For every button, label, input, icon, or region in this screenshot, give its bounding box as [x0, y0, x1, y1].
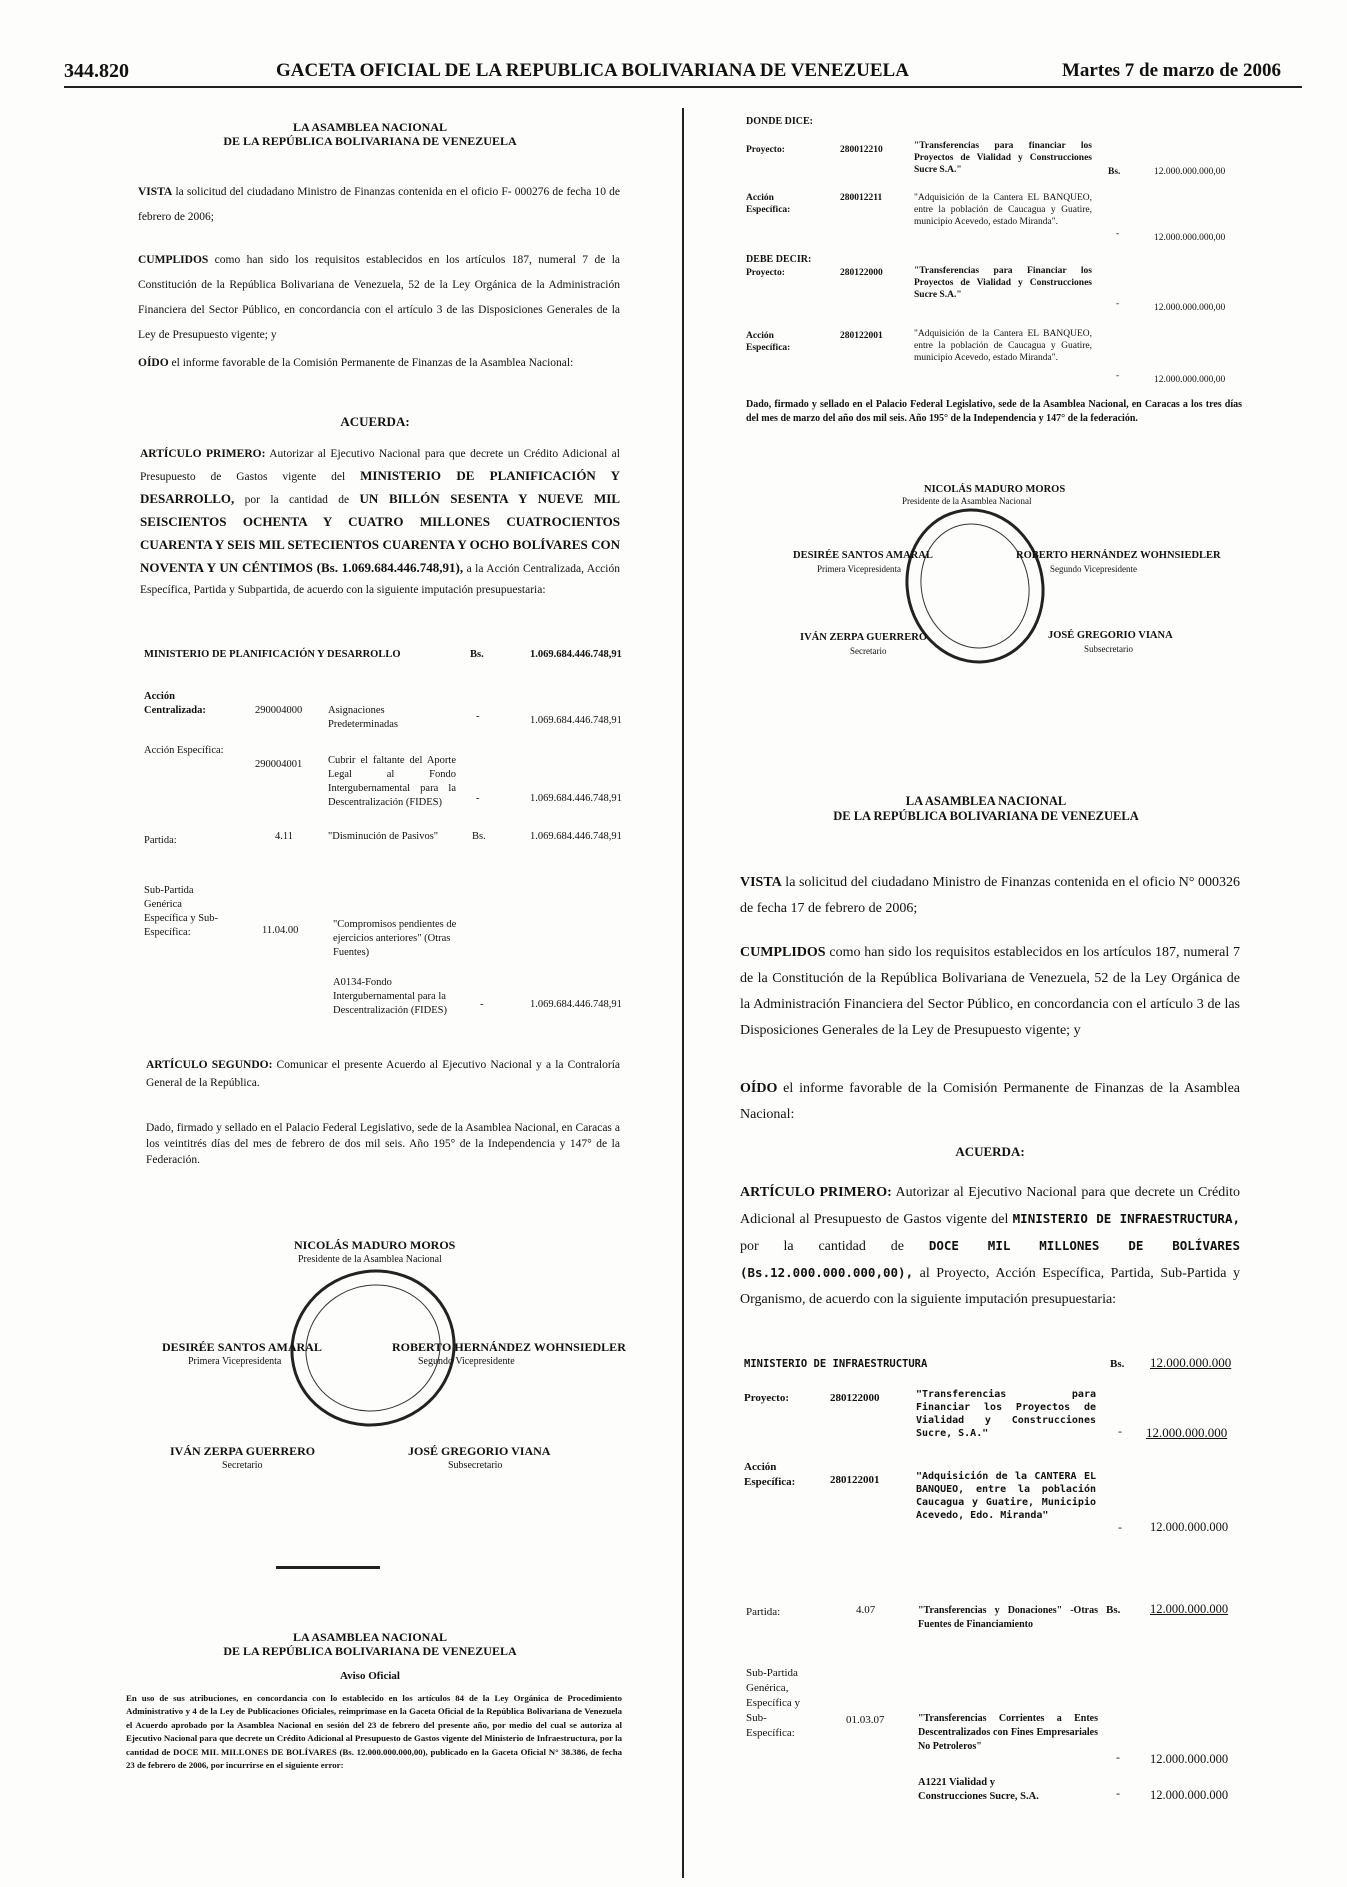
right-cumplidos-text: como han sido los requisitos establecidos en los artículos 187, numeral 7 de la Constitución de la República Bolivariana de Venezuela, 52 de la Ley Orgánica de la Administración Financiera del Sector Público, en concordancia con el artículo 3 de las Disposiciones Generales de la Ley de Presupuesto vigente; y: [740, 945, 1240, 1038]
donde-row1-code: 280012210: [840, 145, 883, 155]
left-row2-mark: -: [476, 793, 480, 804]
left-sig-vp2-role: Segundo Vicepresidente: [418, 1356, 515, 1367]
right-sig-vp2-role: Segundo Vicepresidente: [1050, 564, 1138, 574]
donde-dice: DONDE DICE:: [746, 116, 813, 127]
cumplidos-keyword: CUMPLIDOS: [138, 254, 209, 266]
right-sig-vp1: DESIRÉE SANTOS AMARAL: [793, 550, 933, 561]
oido-keyword: OÍDO: [138, 357, 169, 369]
right-article-1-text-c: por la cantidad de: [740, 1239, 929, 1254]
donde-row2-amount: 12.000.000.000,00: [1154, 233, 1226, 243]
left-heading-line2: DE LA REPÚBLICA BOLIVARIANA DE VENEZUELA: [223, 134, 517, 148]
debe-row1-label: Proyecto:: [746, 268, 785, 278]
right-row1-desc: "Transferencias para Financiar los Proyectos de Vialidad y Construcciones Sucre, S.A.": [916, 1389, 1096, 1439]
right-row2-code: 280122001: [830, 1474, 880, 1486]
left-row5-amount: 1.069.684.446.748,91: [530, 999, 622, 1010]
right-official-seal: [889, 494, 1061, 679]
right-oido-text: el informe favorable de la Comisión Permanente de Finanzas de la Asamblea Nacional:: [740, 1081, 1240, 1122]
left-article-1: [140, 444, 620, 601]
left-row1-amount: 1.069.684.446.748,91: [530, 715, 622, 726]
right-sig-secretary: IVÁN ZERPA GUERRERO: [800, 632, 927, 643]
right-row3-desc: "Transferencias y Donaciones" -Otras Fuentes de Financiamiento: [918, 1605, 1098, 1630]
donde-row1-amount: 12.000.000.000,00: [1154, 167, 1226, 177]
left-dado: Dado, firmado y sellado en el Palacio Federal Legislativo, sede de la Asamblea Nacional, en Caracas a los veintitrés días del mes de febrero de dos mil seis. Año 195° de la Independencia y 147° de la Federación.: [146, 1122, 620, 1166]
debe-row1-amount: 12.000.000.000,00: [1154, 303, 1226, 313]
left-row3-mark: Bs.: [472, 831, 486, 842]
right-row5-amount: 12.000.000.000: [1150, 1788, 1229, 1802]
left-heading: [140, 120, 600, 148]
right-row4-mark: -: [1116, 1750, 1120, 1764]
right-row1-mark: -: [1118, 1424, 1122, 1438]
debe-row2-desc: "Adquisición de la Cantera EL BANQUEO, entre la población de Caucagua y Guatire, municipio Acevedo, estado Miranda".: [914, 329, 1092, 363]
left-heading-2: [170, 1630, 570, 1658]
left-sig-secretary: IVÁN ZERPA GUERRERO: [170, 1444, 316, 1458]
donde-row1-desc: "Transferencias para financiar los Proyectos de Vialidad y Construcciones Sucre S.A.": [914, 141, 1092, 175]
left-heading-2-line1: LA ASAMBLEA NACIONAL: [292, 1630, 448, 1644]
donde-row1-label: Proyecto:: [746, 145, 785, 155]
left-row3-amount: 1.069.684.446.748,91: [530, 831, 622, 842]
debe-row2-code: 280122001: [840, 331, 883, 341]
right-article-1-text-a: Autorizar al Ejecutivo Nacional para que decrete un Crédito Adicional al Presupuesto de Gastos vigente del: [740, 1185, 1240, 1227]
left-row1-desc: Asignaciones Predeterminadas: [328, 705, 398, 730]
page-number: 344.820: [64, 60, 129, 82]
right-row3-code: 4.07: [856, 1604, 876, 1616]
left-sig-president: NICOLÁS MADURO MOROS: [294, 1238, 456, 1252]
right-row5-desc: A1221 Vialidad y Construcciones Sucre, S.A.: [918, 1777, 1039, 1802]
left-row3-code: 4.11: [275, 831, 293, 842]
article-1-amount: UN BILLÓN SESENTA Y NUEVE MIL SEISCIENTOS OCHENTA Y CUATRO MILLONES CUATROCIENTOS CUARENTA Y SEIS MIL SETECIENTOS CUARENTA Y OCHO BOLÍVARES CON NOVENTA Y UN CÉNTIMOS (Bs. 1.069.684.446.748,91),: [140, 491, 620, 575]
left-row4-desc: "Compromisos pendientes de ejercicios anteriores" (Otras Fuentes): [333, 919, 457, 958]
right-ministry: MINISTERIO DE INFRAESTRUCTURA: [744, 1358, 928, 1370]
left-sig-vp2: ROBERTO HERNÁNDEZ WOHNSIEDLER: [392, 1340, 626, 1354]
right-row2-mark: -: [1118, 1520, 1122, 1534]
left-sig-vp1-role: Primera Vicepresidenta: [188, 1356, 282, 1367]
right-sig-president: NICOLÁS MADURO MOROS: [924, 484, 1066, 495]
left-row5-mark: -: [480, 999, 484, 1010]
right-row1-code: 280122000: [830, 1392, 880, 1404]
article-2-keyword: ARTÍCULO SEGUNDO:: [146, 1059, 273, 1071]
right-row3-mark: Bs.: [1106, 1604, 1121, 1616]
column-divider: [682, 108, 684, 1878]
right-vista-keyword: VISTA: [740, 875, 782, 890]
right-article-1-amount: DOCE MIL MILLONES DE BOLÍVARES (Bs.12.000.000.000,00),: [740, 1238, 1240, 1280]
right-acuerda: ACUERDA:: [955, 1144, 1025, 1159]
left-sig-subsecretary-role: Subsecretario: [448, 1460, 503, 1471]
right-sig-secretary-role: Secretario: [850, 646, 887, 656]
left-row2-label: Acción Específica:: [144, 745, 224, 756]
right-row1-amount: 12.000.000.000: [1146, 1425, 1228, 1440]
article-1-text-a: Autorizar al Ejecutivo Nacional para que decrete un Crédito Adicional al Presupuesto de Gastos vigente del: [140, 448, 620, 483]
left-total: 1.069.684.446.748,91: [530, 649, 622, 660]
right-row3-label: Partida:: [746, 1606, 781, 1618]
debe-row1-code: 280122000: [840, 268, 883, 278]
donde-row2-code: 280012211: [840, 193, 883, 203]
left-row2-desc: Cubrir el faltante del Aporte Legal al Fondo Intergubernamental para la Descentralización (FIDES): [328, 755, 456, 808]
debe-row2-amount: 12.000.000.000,00: [1154, 375, 1226, 385]
right-article-1: [740, 1180, 1240, 1313]
right-cumplidos-keyword: CUMPLIDOS: [740, 945, 826, 960]
right-article-1-text-e: al Proyecto, Acción Específica, Partida, Sub-Partida y Organismo, de acuerdo con la siguiente imputación presupuestaria:: [740, 1266, 1240, 1307]
issue-date: Martes 7 de marzo de 2006: [1062, 60, 1281, 81]
right-heading: [776, 794, 1196, 824]
right-row2-amount: 12.000.000.000: [1150, 1520, 1229, 1534]
left-row3-desc: "Disminución de Pasivos": [328, 831, 439, 842]
right-vista-text: la solicitud del ciudadano Ministro de Finanzas contenida en el oficio N° 000326 de fecha 17 de febrero de 2006;: [740, 875, 1240, 916]
right-sig-president-role: Presidente de la Asamblea Nacional: [902, 496, 1032, 506]
right-heading-line2: DE LA REPÚBLICA BOLIVARIANA DE VENEZUELA: [833, 809, 1139, 823]
left-row5-desc: A0134-Fondo Intergubernamental para la Descentralización (FIDES): [333, 977, 447, 1016]
debe-row1-desc: "Transferencias para Financiar los Proyectos de Vialidad y Construcciones Sucre S.A.": [914, 266, 1092, 300]
left-heading-2-line2: DE LA REPÚBLICA BOLIVARIANA DE VENEZUELA: [223, 1644, 517, 1658]
vista-text: la solicitud del ciudadano Ministro de Finanzas contenida en el oficio F- 000276 de fecha 10 de febrero de 2006;: [138, 186, 620, 223]
right-sig-subsecretary: JOSÉ GREGORIO VIANA: [1048, 630, 1173, 641]
right-sig-vp2: ROBERTO HERNÁNDEZ WOHNSIEDLER: [1016, 550, 1221, 561]
right-row4-desc: "Transferencias Corrientes a Entes Descentralizados con Fines Empresariales No Petroleros": [918, 1713, 1098, 1752]
left-sig-president-role: Presidente de la Asamblea Nacional: [298, 1254, 442, 1265]
left-row3-label: Partida:: [144, 835, 177, 846]
debe-row2-label: Acción Específica:: [746, 331, 791, 353]
right-article-1-ministry: MINISTERIO DE INFRAESTRUCTURA,: [1012, 1211, 1240, 1226]
right-oido-keyword: OÍDO: [740, 1081, 778, 1096]
left-row4-code: 11.04.00: [262, 925, 299, 936]
left-row1-mark: -: [476, 711, 480, 722]
left-bs: Bs.: [470, 649, 484, 660]
right-article-1-keyword: ARTÍCULO PRIMERO:: [740, 1185, 892, 1200]
right-row2-label: Acción Específica:: [744, 1461, 796, 1488]
left-row1-label: Acción Centralizada:: [144, 691, 206, 716]
right-bs: Bs.: [1110, 1358, 1125, 1370]
right-oido: [740, 1076, 1240, 1128]
left-article-2: [146, 1056, 620, 1092]
vista-keyword: VISTA: [138, 186, 173, 198]
left-aviso-text: En uso de sus atribuciones, en concordancia con lo establecido en los artículos 84 de la Ley Orgánica de Procedimiento Administrativo y 4 de la Ley de Publicaciones Oficiales, reimprímase en la Gaceta Oficial de la República Bolivariana de Venezuela el Acuerdo aprobado por la Asamblea Nacional en sesión del 23 de febrero del presente año, por medio del cual se autoriza al Ejecutivo Nacional para que decrete un Crédito Adicional al Presupuesto de Gastos vigente del Ministerio de Infraestructura, por la cantidad de DOCE MIL MILLONES DE BOLÍVARES (Bs. 12.000.000.000,00), publicado en la Gaceta Oficial N° 38.386, de fecha 23 de febrero de 2006, por incurrirse en el siguiente error:: [126, 1693, 622, 1771]
right-row4-label: Sub-Partida Genérica, Específica y Sub-Específica:: [746, 1667, 801, 1739]
article-1-text-e: a la Acción Centralizada, Acción Específica, Partida y Subpartida, de acuerdo con la siguiente imputación presupuestaria:: [140, 563, 620, 596]
oido-text: el informe favorable de la Comisión Permanente de Finanzas de la Asamblea Nacional:: [168, 357, 574, 369]
left-row1-code: 290004000: [255, 705, 303, 716]
article-1-ministry: MINISTERIO DE PLANIFICACIÓN Y DESARROLLO,: [140, 468, 621, 506]
right-sig-subsecretary-role: Subsecretario: [1084, 644, 1133, 654]
right-row3-amount: 12.000.000.000: [1150, 1602, 1229, 1616]
right-row1-label: Proyecto:: [744, 1392, 789, 1404]
debe-row2-mark: -: [1116, 371, 1120, 381]
right-heading-line1: LA ASAMBLEA NACIONAL: [905, 794, 1067, 808]
left-sig-subsecretary: JOSÉ GREGORIO VIANA: [408, 1444, 551, 1458]
cumplidos-text: como han sido los requisitos establecidos en los artículos 187, numeral 7 de la Constitución de la República Bolivariana de Venezuela, 52 de la Ley Orgánica de la Administración Financiera del Sector Público, en concordancia con el artículo 3 de las Disposiciones Generales de la Ley de Presupuesto vigente; y: [138, 254, 620, 341]
left-sig-secretary-role: Secretario: [222, 1460, 263, 1471]
right-row2-desc: "Adquisición de la CANTERA EL BANQUEO, entre la población Caucagua y Guatire, Municipio Acevedo, Edo. Miranda": [916, 1471, 1096, 1521]
left-row2-amount: 1.069.684.446.748,91: [530, 793, 622, 804]
left-acuerda: ACUERDA:: [340, 414, 410, 429]
debe-row1-mark: -: [1116, 299, 1120, 309]
left-row4-label: Sub-Partida Genérica Específica y Sub-Específica:: [144, 885, 219, 938]
right-row5-mark: -: [1116, 1786, 1120, 1800]
article-2-text: Comunicar el presente Acuerdo al Ejecutivo Nacional y a la Contraloría General de la República.: [146, 1059, 620, 1089]
article-1-keyword: ARTÍCULO PRIMERO:: [140, 448, 266, 460]
left-vista: [138, 180, 620, 230]
left-ministry: MINISTERIO DE PLANIFICACIÓN Y DESARROLLO: [144, 649, 401, 660]
left-section-rule: [276, 1566, 380, 1569]
gazette-title: GACETA OFICIAL DE LA REPUBLICA BOLIVARIANA DE VENEZUELA: [276, 60, 909, 81]
left-heading-line1: LA ASAMBLEA NACIONAL: [292, 120, 448, 134]
left-cumplidos: [138, 248, 620, 348]
right-total: 12.000.000.000: [1150, 1355, 1232, 1370]
donde-row2-desc: "Adquisición de la Cantera EL BANQUEO, entre la población de Caucagua y Guatire, municipio Acevedo, estado Miranda".: [914, 193, 1092, 227]
right-dado-1: Dado, firmado y sellado en el Palacio Federal Legislativo, sede de la Asamblea Nacional, en Caracas a los tres días del mes de marzo del año dos mil seis. Año 195° de la Independencia y 147° de la federación.: [746, 399, 1242, 424]
right-sig-vp1-role: Primera Vicepresidenta: [817, 564, 902, 574]
article-1-text-c: por la cantidad de: [234, 494, 360, 506]
right-row4-code: 01.03.07: [846, 1714, 885, 1726]
debe-decir: DEBE DECIR:: [746, 254, 812, 265]
left-sig-vp1: DESIRÉE SANTOS AMARAL: [162, 1340, 322, 1354]
header-rule: [64, 86, 1302, 88]
right-row4-amount: 12.000.000.000: [1150, 1752, 1229, 1766]
left-oido: [138, 351, 620, 376]
donde-row1-mark: Bs.: [1108, 167, 1121, 177]
left-aviso-title: Aviso Oficial: [340, 1670, 400, 1682]
right-vista: [740, 870, 1240, 922]
right-cumplidos: [740, 940, 1240, 1044]
donde-row2-mark: -: [1116, 229, 1120, 239]
left-row2-code: 290004001: [255, 759, 303, 770]
donde-row2-label: Acción Específica:: [746, 193, 791, 215]
